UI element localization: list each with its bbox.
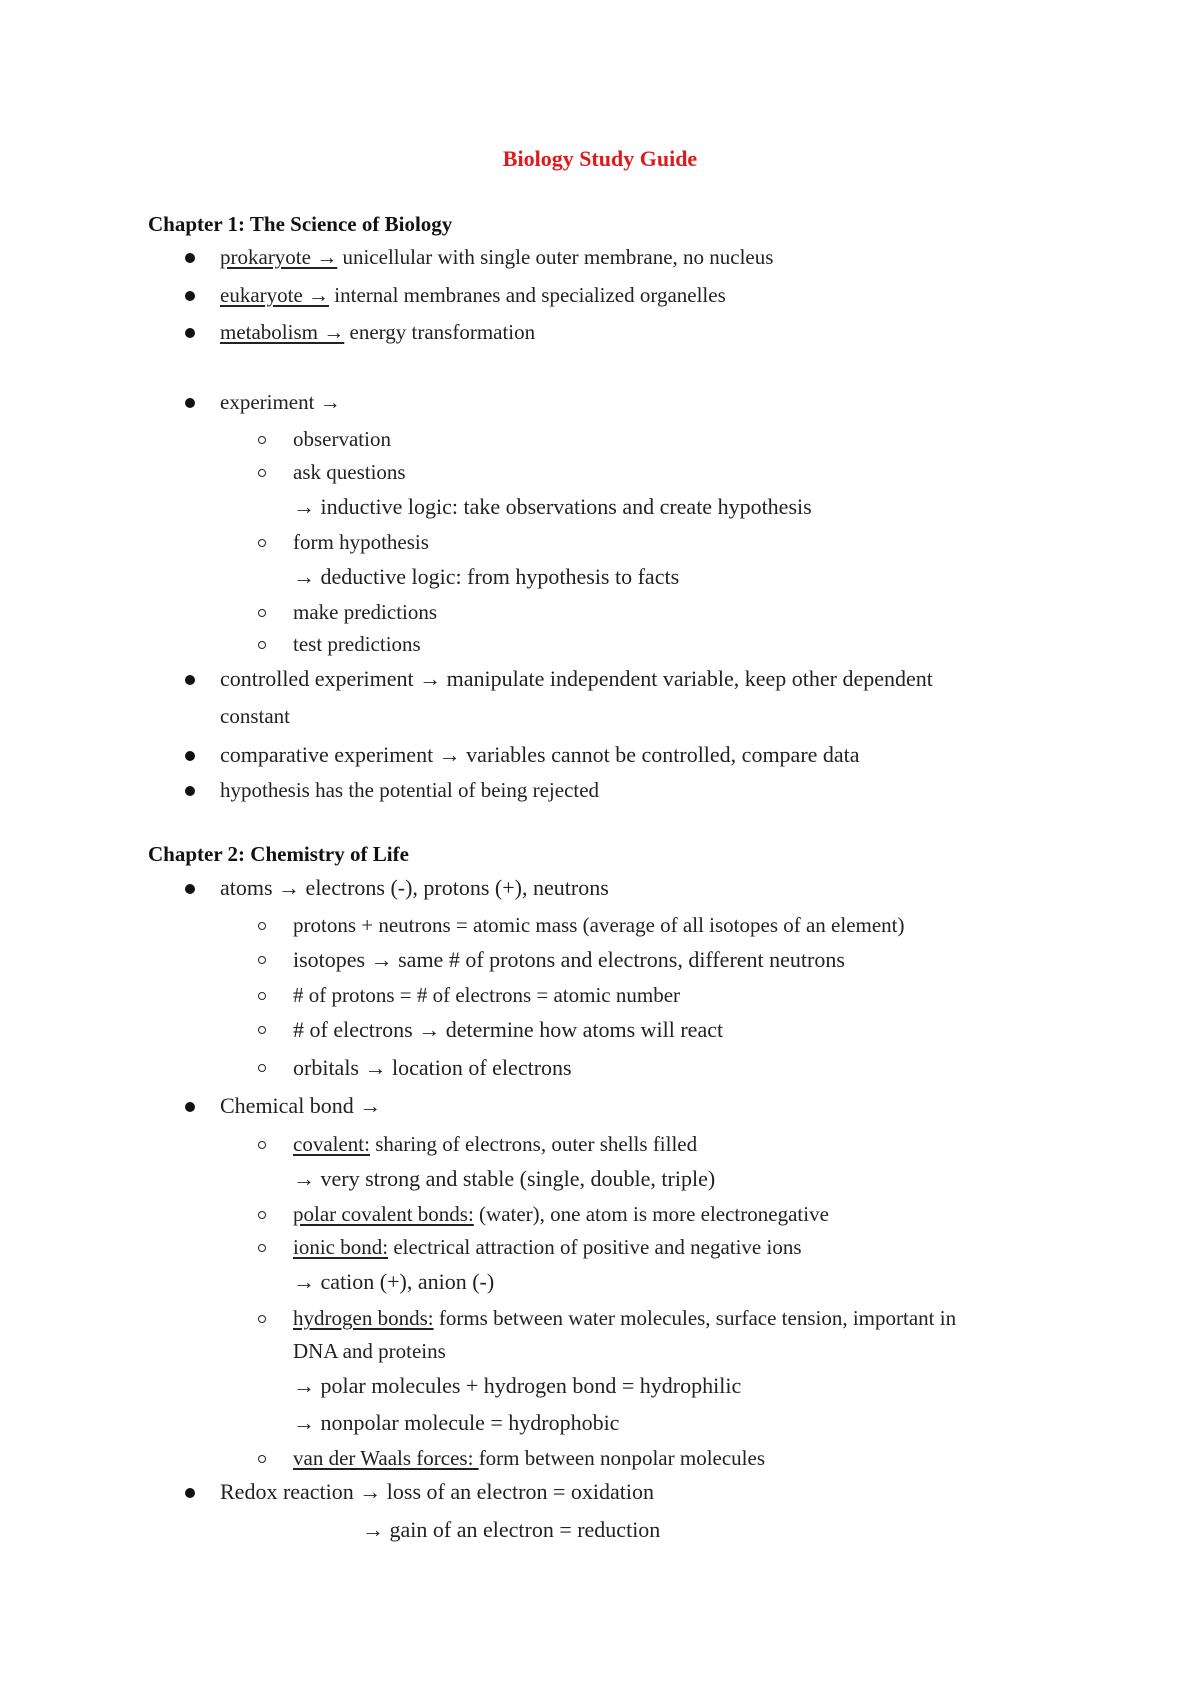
sub-bullet-icon bbox=[258, 436, 266, 444]
bullet-icon bbox=[185, 328, 195, 338]
sub-bullet-icon bbox=[258, 539, 266, 547]
list-item-redox: Redox reaction → loss of an electron = oxidation bbox=[220, 1479, 654, 1504]
term-ionic-bond: ionic bond: bbox=[293, 1235, 389, 1259]
list-item-covalent bbox=[293, 1134, 697, 1155]
chapter-1-heading: Chapter 1: The Science of Biology bbox=[148, 212, 453, 236]
term-hydrogen-bonds: hydrogen bonds: bbox=[293, 1306, 434, 1330]
list-item-van-der-waals bbox=[293, 1448, 765, 1469]
note-hydrophobic: → nonpolar molecule = hydrophobic bbox=[293, 1410, 620, 1435]
list-item-test-predictions: test predictions bbox=[293, 632, 421, 656]
list-item-atomic-number: # of protons = # of electrons = atomic number bbox=[293, 983, 681, 1007]
sub-bullet-icon bbox=[258, 1064, 266, 1072]
list-item-observation: observation bbox=[293, 427, 391, 451]
list-item-eukaryote bbox=[220, 285, 726, 306]
bullet-icon bbox=[185, 751, 195, 761]
list-item-chemical-bond: Chemical bond → bbox=[220, 1093, 382, 1118]
note-deductive-logic: → deductive logic: from hypothesis to facts bbox=[293, 564, 680, 589]
term-eukaryote: eukaryote → bbox=[220, 283, 330, 307]
list-item-ionic-bond bbox=[293, 1237, 802, 1258]
sub-bullet-icon bbox=[258, 1315, 266, 1323]
note-inductive-logic: → inductive logic: take observations and create hypothesis bbox=[293, 494, 812, 519]
definition-hydrogen-bonds: forms between water molecules, surface tension, important in bbox=[433, 1306, 957, 1330]
sub-bullet-icon bbox=[258, 956, 266, 964]
sub-bullet-icon bbox=[258, 992, 266, 1000]
sub-bullet-icon bbox=[258, 469, 266, 477]
sub-bullet-icon bbox=[258, 1141, 266, 1149]
list-item-prokaryote bbox=[220, 247, 773, 268]
definition-eukaryote: internal membranes and specialized organelles bbox=[329, 283, 726, 307]
list-item-experiment: experiment → bbox=[220, 390, 341, 414]
list-item-hydrogen-bonds-cont: DNA and proteins bbox=[293, 1339, 446, 1363]
bullet-icon bbox=[185, 675, 195, 685]
bullet-icon bbox=[185, 253, 195, 263]
sub-bullet-icon bbox=[258, 1026, 266, 1034]
list-item-hypothesis-rejected: hypothesis has the potential of being rejected bbox=[220, 778, 600, 802]
chapter-2-heading: Chapter 2: Chemistry of Life bbox=[148, 842, 409, 866]
term-prokaryote: prokaryote → bbox=[220, 245, 338, 269]
bullet-icon bbox=[185, 1102, 195, 1112]
definition-covalent: sharing of electrons, outer shells filled bbox=[369, 1132, 698, 1156]
list-item-make-predictions: make predictions bbox=[293, 600, 438, 624]
sub-bullet-icon bbox=[258, 922, 266, 930]
list-item-react: # of electrons → determine how atoms will react bbox=[293, 1017, 724, 1042]
list-item-comparative-experiment: comparative experiment → variables cannot be controlled, compare data bbox=[220, 742, 860, 767]
list-item-metabolism bbox=[220, 322, 535, 343]
list-item-ask-questions: ask questions bbox=[293, 460, 406, 484]
bullet-icon bbox=[185, 884, 195, 894]
bullet-icon bbox=[185, 291, 195, 301]
definition-van-der-waals: form between nonpolar molecules bbox=[478, 1446, 766, 1470]
sub-bullet-icon bbox=[258, 609, 266, 617]
definition-prokaryote: unicellular with single outer membrane, no nucleus bbox=[337, 245, 774, 269]
bullet-icon bbox=[185, 786, 195, 796]
note-covalent: → very strong and stable (single, double, triple) bbox=[293, 1166, 716, 1191]
definition-ionic-bond: electrical attraction of positive and negative ions bbox=[388, 1235, 802, 1259]
list-item-atomic-mass: protons + neutrons = atomic mass (average of all isotopes of an element) bbox=[293, 913, 905, 937]
sub-bullet-icon bbox=[258, 1455, 266, 1463]
term-covalent: covalent: bbox=[293, 1132, 370, 1156]
list-item-atoms: atoms → electrons (-), protons (+), neutrons bbox=[220, 875, 609, 900]
sub-bullet-icon bbox=[258, 1244, 266, 1252]
list-item-controlled-experiment-cont: constant bbox=[220, 704, 290, 728]
note-reduction: → gain of an electron = reduction bbox=[362, 1517, 661, 1542]
sub-bullet-icon bbox=[258, 1211, 266, 1219]
term-van-der-waals: van der Waals forces: bbox=[293, 1446, 479, 1470]
list-item-controlled-experiment: controlled experiment → manipulate independent variable, keep other dependent bbox=[220, 666, 933, 691]
note-hydrophilic: → polar molecules + hydrogen bond = hydrophilic bbox=[293, 1373, 742, 1398]
list-item-hydrogen-bonds bbox=[293, 1308, 956, 1329]
bullet-icon bbox=[185, 398, 195, 408]
bullet-icon bbox=[185, 1488, 195, 1498]
note-ionic-bond: → cation (+), anion (-) bbox=[293, 1269, 495, 1294]
sub-bullet-icon bbox=[258, 641, 266, 649]
term-metabolism: metabolism → bbox=[220, 320, 345, 344]
term-polar-covalent: polar covalent bonds: bbox=[293, 1202, 474, 1226]
definition-polar-covalent: (water), one atom is more electronegative bbox=[473, 1202, 829, 1226]
document-title: Biology Study Guide bbox=[502, 146, 698, 171]
definition-metabolism: energy transformation bbox=[344, 320, 536, 344]
list-item-isotopes: isotopes → same # of protons and electrons, different neutrons bbox=[293, 947, 845, 972]
list-item-polar-covalent bbox=[293, 1204, 829, 1225]
list-item-orbitals: orbitals → location of electrons bbox=[293, 1055, 572, 1080]
list-item-form-hypothesis: form hypothesis bbox=[293, 530, 429, 554]
